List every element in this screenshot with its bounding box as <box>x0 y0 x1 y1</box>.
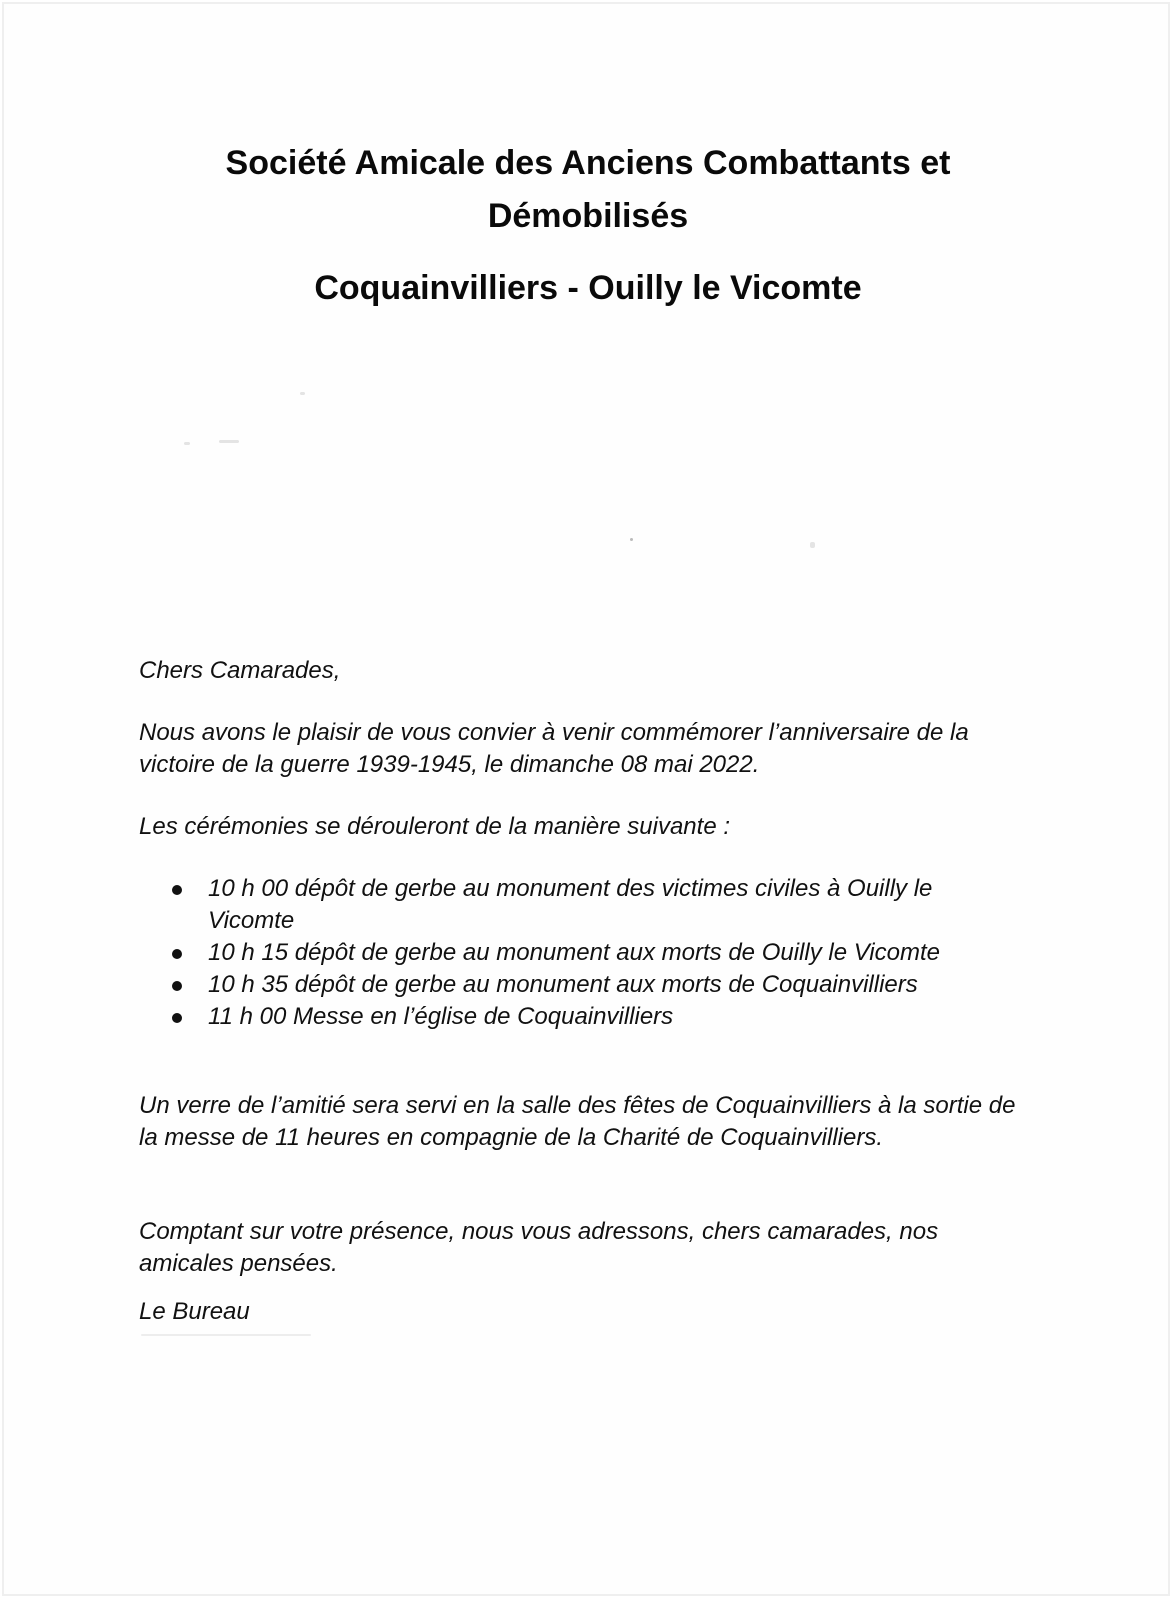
bullet-icon <box>172 885 182 895</box>
scan-artifact <box>219 440 239 443</box>
greeting: Chers Camarades, <box>139 657 341 684</box>
intro-paragraph: Nous avons le plaisir de vous convier à venir commémorer l’anniversaire de la victoire de la guerre 1939-1945, le dimanche 08 mai 2022. <box>139 719 969 778</box>
scan-artifact <box>810 542 815 548</box>
schedule-item-text: 11 h 00 Messe en l’église de Coquainvilliers <box>208 1003 674 1030</box>
signature: Le Bureau <box>139 1298 250 1325</box>
scan-artifact <box>630 538 633 541</box>
organization-subtitle: Coquainvilliers - Ouilly le Vicomte <box>314 269 862 307</box>
bullet-icon <box>172 1013 182 1023</box>
schedule-item-text: 10 h 15 dépôt de gerbe au monument aux morts de Ouilly le Vicomte <box>208 939 940 966</box>
closing-paragraph: Comptant sur votre présence, nous vous adressons, chers camarades, nos amicales pensées. <box>139 1218 939 1277</box>
schedule-item-text: 10 h 00 dépôt de gerbe au monument des victimes civiles à Ouilly le Vicomte <box>208 875 933 934</box>
scan-artifact <box>184 442 190 445</box>
schedule-item <box>172 873 1008 937</box>
organization-title-line1: Société Amicale des Anciens Combattants et <box>225 144 951 182</box>
schedule-list <box>172 873 1072 1033</box>
bullet-icon <box>172 981 182 991</box>
scan-artifact <box>141 1334 311 1336</box>
schedule-item-text: 10 h 35 dépôt de gerbe au monument aux morts de Coquainvilliers <box>208 971 918 998</box>
schedule-item <box>172 969 1008 1001</box>
scan-artifact <box>300 392 305 395</box>
organization-title-line2: Démobilisés <box>487 197 689 235</box>
ceremony-intro: Les cérémonies se dérouleront de la manière suivante : <box>139 813 730 840</box>
schedule-item <box>172 937 1008 969</box>
bullet-icon <box>172 949 182 959</box>
reception-paragraph: Un verre de l’amitié sera servi en la salle des fêtes de Coquainvilliers à la sortie de la messe de 11 heures en compagnie de la Charité de Coquainvilliers. <box>139 1092 1016 1151</box>
schedule-item <box>172 1001 1008 1033</box>
